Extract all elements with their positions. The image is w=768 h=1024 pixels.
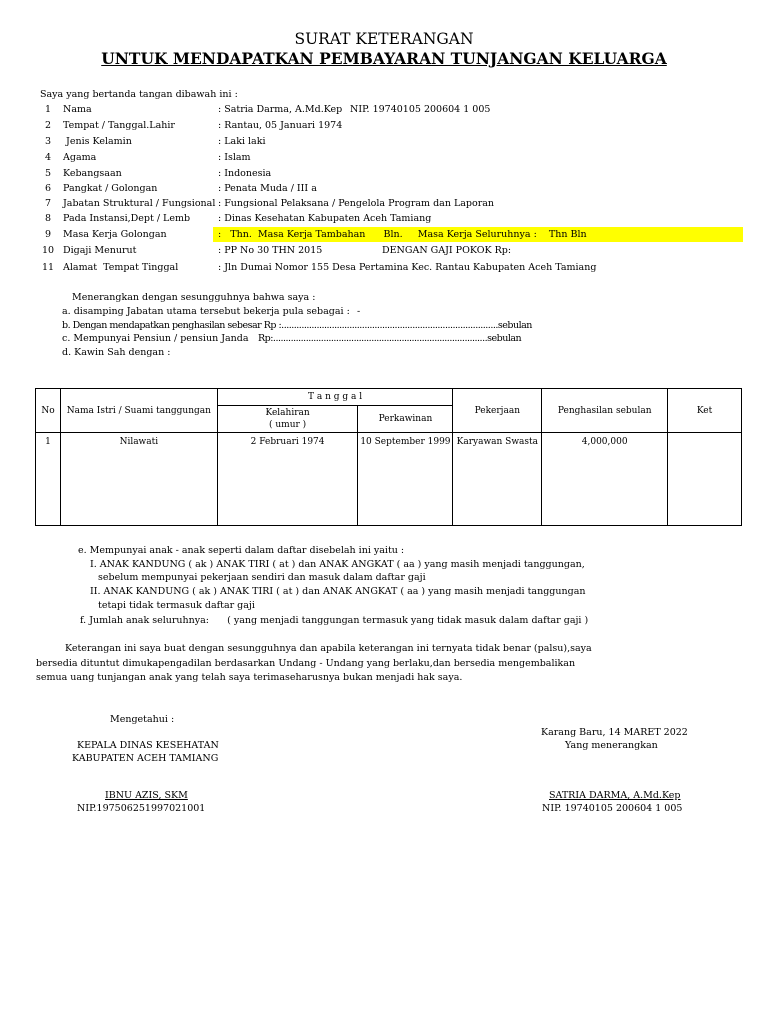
header-kelahiran <box>217 406 358 433</box>
cell-name: Nilawati <box>60 433 217 526</box>
field-label-jenis-kelamin: Jenis Kelamin <box>63 136 132 147</box>
children-ii-line2: tetapi tidak termasuk daftar gaji <box>98 600 255 611</box>
field-label-jabatan: Jabatan Struktural / Fungsional <box>63 198 216 209</box>
spouse-table <box>35 388 742 526</box>
children-e: e. Mempunyai anak - anak seperti dalam daftar disebelah ini yaitu : <box>78 545 405 556</box>
sign-right-place-date: Karang Baru, 14 MARET 2022 <box>541 727 688 738</box>
field-label-pangkat: Pangkat / Golongan <box>63 183 158 194</box>
children-i-line1: I. ANAK KANDUNG ( ak ) ANAK TIRI ( at ) dan ANAK ANGKAT ( aa ) yang masih menjadi tanggungan, <box>90 559 585 570</box>
item-d: d. Kawin Sah dengan : <box>62 347 171 358</box>
field-value-pangkat: : Penata Muda / III a <box>218 183 317 194</box>
field-no: 9 <box>45 229 52 240</box>
sign-left-name: IBNU AZIS, SKM <box>105 790 188 801</box>
header-penghasilan: Penghasilan sebulan <box>542 389 668 433</box>
sign-right-role: Yang menerangkan <box>565 740 658 751</box>
closing-line3: semua uang tunjangan anak yang telah saya terimaseharusnya bukan menjadi hak saya. <box>36 672 463 683</box>
field-no: 10 <box>42 245 55 256</box>
field-no: 1 <box>45 104 52 115</box>
field-label-digaji: Digaji Menurut <box>63 245 137 256</box>
children-i-line2: sebelum mempunyai pekerjaan sendiri dan masuk dalam daftar gaji <box>98 572 426 583</box>
field-value-digaji: : PP No 30 THN 2015 <box>218 245 323 256</box>
header-ket: Ket <box>668 389 742 433</box>
field-no: 6 <box>45 183 52 194</box>
document-subtitle: UNTUK MENDAPATKAN PEMBAYARAN TUNJANGAN KELUARGA <box>101 49 667 68</box>
header-name: Nama Istri / Suami tanggungan <box>60 389 217 433</box>
document-title: SURAT KETERANGAN <box>294 30 474 48</box>
cell-hasil: 4,000,000 <box>542 433 668 526</box>
item-c-rp: Rp:.....................................................................................sebulan <box>258 333 522 344</box>
field-no: 11 <box>42 262 55 273</box>
cell-lahir: 2 Februari 1974 <box>217 433 358 526</box>
sign-left-position1: KEPALA DINAS KESEHATAN <box>77 740 219 751</box>
header-pekerjaan: Pekerjaan <box>453 389 542 433</box>
cell-no: 1 <box>36 433 61 526</box>
closing-line2: bersedia dituntut dimukapengadilan berdasarkan Undang - Undang yang berlaku,dan bersedia mengembalikan <box>36 658 576 669</box>
cell-kawin: 10 September 1999 <box>358 433 453 526</box>
sign-left-known: Mengetahui : <box>110 714 175 725</box>
field-value-jabatan: : Fungsional Pelaksana / Pengelola Program dan Laporan <box>218 198 495 209</box>
field-no: 8 <box>45 213 52 224</box>
field-value-nama: : Satria Darma, A.Md.Kep <box>218 104 343 115</box>
field-label-alamat: Alamat Tempat Tinggal <box>63 262 179 273</box>
field-label-kebangsaan: Kebangsaan <box>63 168 122 179</box>
declare-text: Menerangkan dengan sesungguhnya bahwa saya : <box>72 292 316 303</box>
header-perkawinan: Perkawinan <box>358 406 453 433</box>
field-gaji-pokok: DENGAN GAJI POKOK Rp: <box>382 245 512 256</box>
field-label-agama: Agama <box>63 152 97 163</box>
field-label-ttl: Tempat / Tanggal.Lahir <box>63 120 175 131</box>
item-c: c. Mempunyai Pensiun / pensiun Janda <box>62 333 249 344</box>
header-no: No <box>36 389 61 433</box>
cell-kerja: Karyawan Swasta <box>453 433 542 526</box>
header-kelahiran-label: Kelahiran <box>265 408 310 418</box>
field-nip: NIP. 19740105 200604 1 005 <box>350 104 491 115</box>
item-a-dash: - <box>357 306 361 317</box>
header-umur-label: ( umur ) <box>269 420 307 430</box>
field-no: 7 <box>45 198 52 209</box>
field-value-jenis-kelamin: : Laki laki <box>218 136 266 147</box>
field-value-kebangsaan: : Indonesia <box>218 168 272 179</box>
sign-right-nip: NIP. 19740105 200604 1 005 <box>542 803 683 814</box>
children-f: f. Jumlah anak seluruhnya: ( yang menjadi tanggungan termasuk yang tidak masuk dalam daftar gaji ) <box>80 615 589 626</box>
field-value-alamat: : Jln Dumai Nomor 155 Desa Pertamina Kec. Rantau Kabupaten Aceh Tamiang <box>218 262 597 273</box>
cell-ket <box>668 433 742 526</box>
field-value-agama: : Islam <box>218 152 251 163</box>
field-no: 3 <box>45 136 52 147</box>
field-value-ttl: : Rantau, 05 Januari 1974 <box>218 120 343 131</box>
sign-left-position2: KABUPATEN ACEH TAMIANG <box>72 753 219 764</box>
sign-right-name: SATRIA DARMA, A.Md.Kep <box>549 790 681 801</box>
field-label-masa-kerja: Masa Kerja Golongan <box>63 229 167 240</box>
header-tanggal: T a n g g a l <box>217 389 453 406</box>
table-row <box>36 433 742 526</box>
field-no: 4 <box>45 152 52 163</box>
field-value-masa-kerja: : Thn. Masa Kerja Tambahan Bln. Masa Kerja Seluruhnya : Thn Bln <box>218 229 587 240</box>
sign-left-nip: NIP.197506251997021001 <box>77 803 206 814</box>
closing-line1: Keterangan ini saya buat dengan sesungguhnya dan apabila keterangan ini ternyata tidak benar (palsu),saya <box>65 643 592 654</box>
field-label-instansi: Pada Instansi,Dept / Lemb <box>63 213 191 224</box>
children-ii-line1: II. ANAK KANDUNG ( ak ) ANAK TIRI ( at ) dan ANAK ANGKAT ( aa ) yang masih menjadi tanggungan <box>90 586 586 597</box>
field-label-nama: Nama <box>63 104 92 115</box>
field-value-instansi: : Dinas Kesehatan Kabupaten Aceh Tamiang <box>218 213 432 224</box>
field-no: 5 <box>45 168 52 179</box>
intro-text: Saya yang bertanda tangan dibawah ini : <box>40 89 238 100</box>
item-a: a. disamping Jabatan utama tersebut bekerja pula sebagai : <box>62 306 350 317</box>
item-b: b. Dengan mendapatkan penghasilan sebesar Rp :......................................................................................sebulan <box>62 320 532 331</box>
field-no: 2 <box>45 120 52 131</box>
